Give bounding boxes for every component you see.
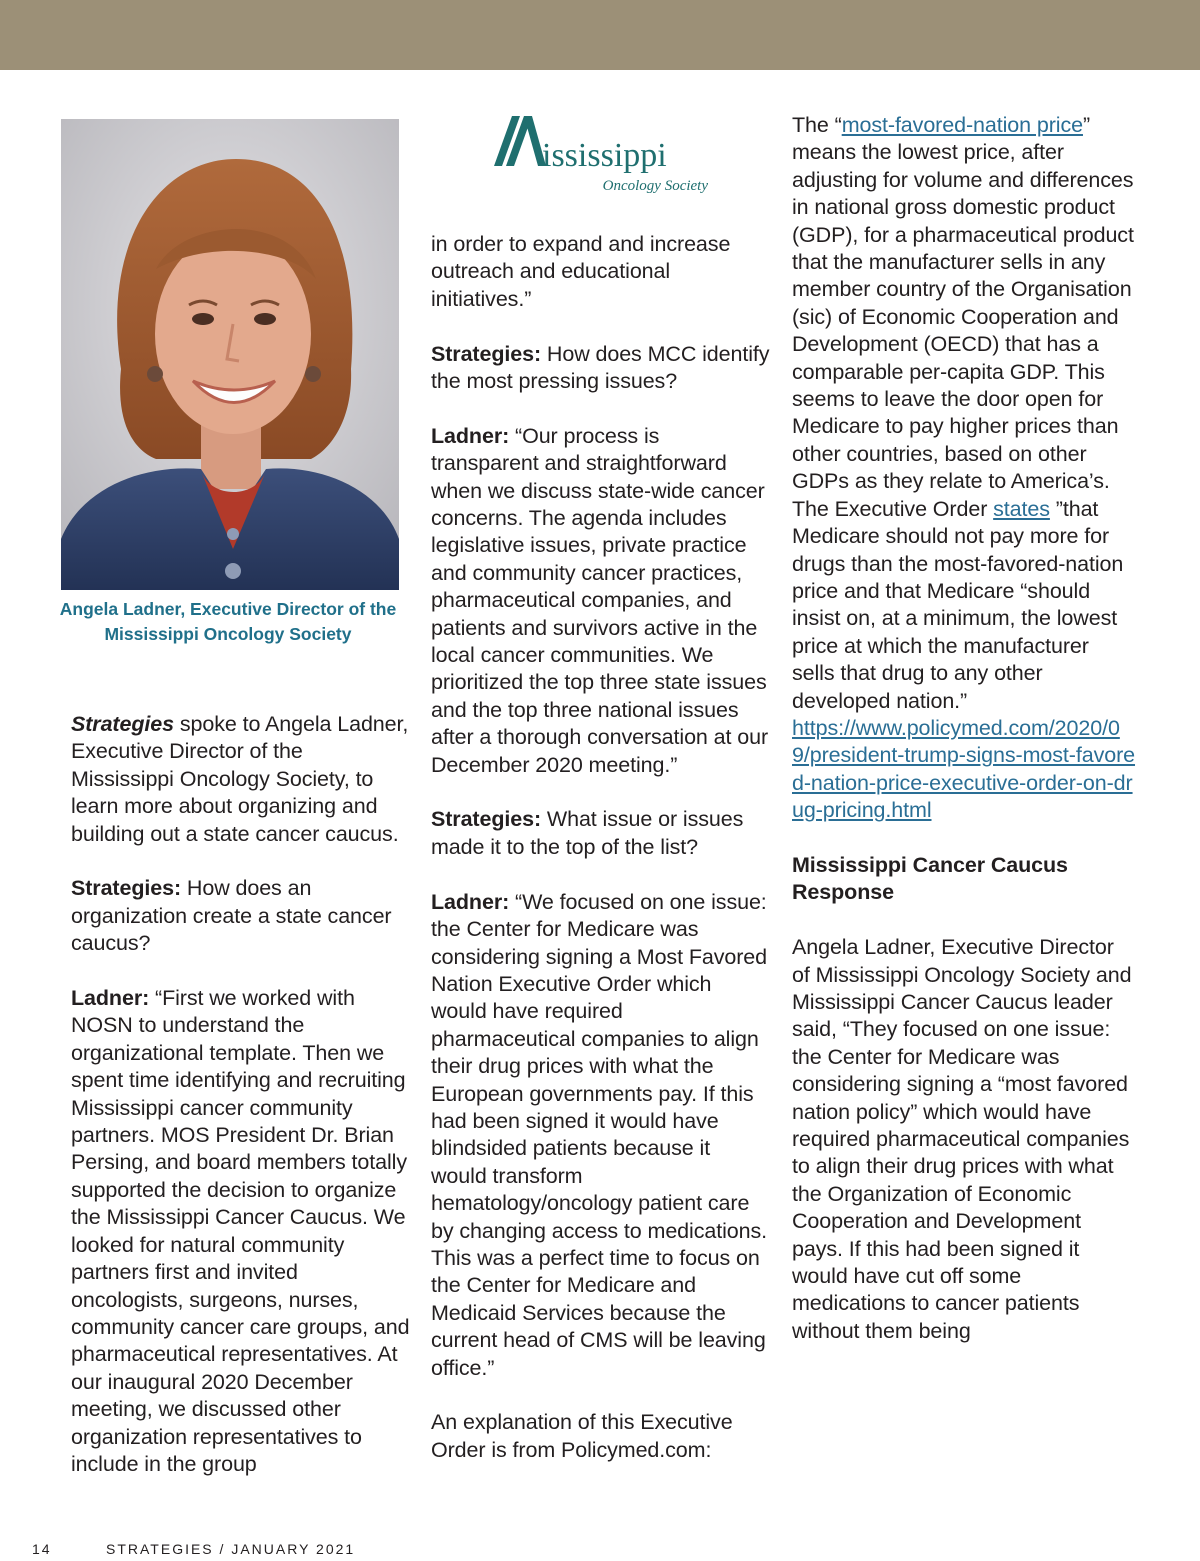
quote-text-b: ” means the lowest price, after adjusting for volume and differences in national gross domestic product (GDP), for a pharmaceutical product that the manufacturer sells in any member country of the Organisation (sic) of Economic Cooperation and Development (OECD) that has a comparable per-capita GDP. This seems to leave the door open for Medicare to pay higher prices than other countries, based on other GDPs as they relate to America’s. The Executive Order (792, 113, 1134, 521)
policymed-url-link[interactable]: https://www.policymed.com/2020/09/president-trump-signs-most-favored-nation-price-executive-order-on-drug-pricing.html (792, 715, 1136, 823)
quote-text-c: ”that Medicare should not pay more for drugs than the most-favored-nation price and that Medicare “should insist on, at a minimum, the lowest price at which the manufacturer sells that drug to any other developed nation.” (792, 496, 1124, 713)
question-3 (431, 806, 771, 861)
answer-1-text: “First we worked with NOSN to understand the organizational template. Then we spent time identifying and recruiting Mississippi cancer community partners. MOS President Dr. Brian Persing, and board members totally supported the decision to organize the Mississippi Cancer Caucus. We looked for natural community partners first and invited oncologists, surgeons, nurses, community cancer care groups, and pharmaceutical representatives. At our inaugural 2020 December meeting, we discussed other organization representatives to include in the group (71, 986, 410, 1476)
caucus-response-paragraph: Angela Ladner, Executive Director of Mississippi Oncology Society and Mississippi Cancer Caucus leader said, “They focused on one issue: the Center for Medicare was considering signing a “most favored nation policy” which would have required pharmaceutical companies to align their drug prices with what the Organization of Economic Cooperation and Development pays. If this had been signed it would have cut off some medications to cancer patients without them being (792, 935, 1132, 1343)
folio-text: STRATEGIES / JANUARY 2021 (106, 1541, 356, 1557)
strategies-label: Strategies: (71, 876, 182, 901)
strategies-label: Strategies: (431, 341, 542, 366)
ladner-label: Ladner: (431, 889, 510, 914)
policymed-quote (792, 112, 1137, 825)
question-1 (71, 875, 411, 957)
most-favored-nation-price-link[interactable]: most-favored-nation price (841, 113, 1083, 137)
ladner-label: Ladner: (431, 423, 510, 448)
strategies-label: Strategies: (431, 807, 542, 832)
answer-3 (431, 889, 771, 1382)
page-footer (0, 1541, 1200, 1561)
column-2 (431, 231, 771, 1464)
logo-name-mark: ississippi (542, 137, 667, 174)
answer-3-text: “We focused on one issue: the Center for Medicare was considering signing a Most Favored Nation Executive Order which would have required pharmaceutical companies to align their drug prices with what the European governments pay. If this had been signed it would have blindsided patients because it would transform hematology/oncology patient care by changing access to medications. This was a perfect time to focus on the Center for Medicare and Medicaid Services because the current head of CMS will be leaving office.” (431, 889, 768, 1380)
answer-1 (71, 985, 411, 1478)
quote-text-a: The “ (792, 113, 842, 137)
explanation-intro: An explanation of this Executive Order is from Policymed.com: (431, 1410, 733, 1462)
states-link[interactable]: states (993, 496, 1050, 521)
question-3-text: What issue or issues made it to the top of the list? (431, 807, 744, 859)
photo-caption: Angela Ladner, Executive Director of the Mississippi Oncology Society (59, 599, 397, 644)
answer-2-text: “Our process is transparent and straightforward when we discuss state-wide cancer concerns. The agenda includes legislative issues, private practice and community cancer practices, pharmaceutical companies, and patients and survivors active in the local cancer communities. We prioritized the top three state issues and the top three national issues after a thorough conversation at our December 2020 meeting.” (431, 423, 769, 777)
section-heading: Mississippi Cancer Caucus Response (792, 852, 1068, 905)
ladner-label: Ladner: (71, 986, 150, 1011)
intro-text: spoke to Angela Ladner, Executive Director of the Mississippi Oncology Society, to learn more about organizing and building out a state cancer caucus. (71, 712, 409, 846)
answer-2 (431, 423, 771, 779)
question-2-text: How does MCC identify the most pressing issues? (431, 341, 770, 394)
column-3 (792, 112, 1137, 1345)
top-color-band (0, 0, 1200, 70)
logo-tagline: Oncology Society (602, 178, 708, 194)
strategies-lead: Strategies (71, 712, 174, 736)
answer-1-continued: in order to expand and increase outreach and educational initiatives.” (431, 232, 731, 311)
question-1-text: How does an organization create a state cancer caucus? (71, 876, 392, 956)
intro-paragraph (71, 711, 411, 848)
column-1 (71, 711, 411, 1478)
question-2 (431, 341, 771, 396)
portrait-image (61, 119, 399, 590)
mississippi-oncology-society-logo (490, 108, 720, 198)
page-number: 14 (32, 1541, 52, 1557)
portrait-photo (61, 119, 399, 590)
